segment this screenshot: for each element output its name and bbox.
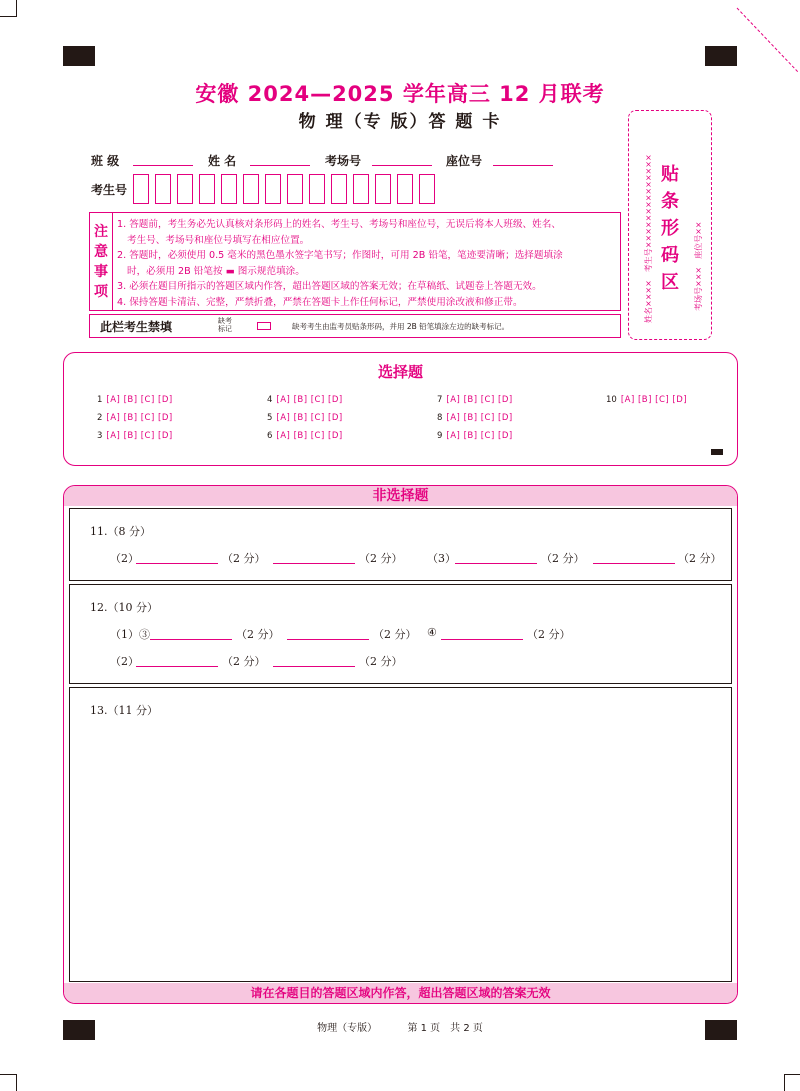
absent-mark-label: 缺考标记 bbox=[218, 317, 232, 333]
q11-blank-3[interactable] bbox=[455, 563, 537, 564]
multiple-choice-title: 选择题 bbox=[377, 363, 423, 381]
id-digit-box[interactable] bbox=[309, 174, 325, 204]
id-digit-box[interactable] bbox=[265, 174, 281, 204]
sticker-sample-room-seat: 考场号××× 座位号×× bbox=[694, 221, 703, 311]
notice-line: 时，必须用 2B 铅笔按 ▬ 图示规范填涂。 bbox=[127, 265, 305, 277]
id-digit-box[interactable] bbox=[199, 174, 215, 204]
id-digit-box[interactable] bbox=[419, 174, 435, 204]
id-digit-box[interactable] bbox=[331, 174, 347, 204]
fold-line bbox=[735, 0, 800, 75]
notice-heading: 注 意 事 项 bbox=[90, 213, 113, 310]
notice-line: 3. 必须在题目所指示的答题区域内作答，超出答题区域的答案无效；在草稿纸、试题卷上答题无效。 bbox=[117, 281, 542, 292]
q11-part-3-label: （3） bbox=[427, 552, 456, 565]
non-choice-panel bbox=[63, 485, 738, 1004]
choice-item-7[interactable]: 7 [A] [B] [C] [D] bbox=[437, 395, 513, 405]
id-digit-box[interactable] bbox=[353, 174, 369, 204]
choice-item-10[interactable]: 10 [A] [B] [C] [D] bbox=[606, 395, 688, 405]
non-choice-title: 非选择题 bbox=[64, 486, 737, 506]
choice-item-9[interactable]: 9 [A] [B] [C] [D] bbox=[437, 431, 513, 441]
registration-mark-top-left bbox=[63, 46, 95, 66]
absent-mark-box[interactable] bbox=[257, 322, 271, 330]
q11-score-3: （2 分） bbox=[541, 552, 585, 565]
choice-item-2[interactable]: 2 [A] [B] [C] [D] bbox=[97, 413, 173, 423]
q12-blank-5[interactable] bbox=[273, 666, 355, 667]
id-digit-box[interactable] bbox=[221, 174, 237, 204]
q12-score-3: （2 分） bbox=[527, 628, 571, 641]
q12-score-2: （2 分） bbox=[373, 628, 417, 641]
seat-field[interactable] bbox=[493, 165, 553, 166]
room-label: 考场号 bbox=[325, 154, 362, 168]
examiner-only-row bbox=[89, 314, 621, 338]
question-13-heading: 13.（11 分） bbox=[90, 704, 158, 717]
notice-text bbox=[117, 217, 617, 310]
name-label: 姓 名 bbox=[208, 154, 237, 168]
absent-mark-note: 缺考考生由监考员贴条形码，并用 2B 铅笔填涂左边的缺考标记。 bbox=[292, 322, 510, 331]
room-field[interactable] bbox=[372, 165, 432, 166]
q11-blank-1[interactable] bbox=[136, 563, 218, 564]
q12-score-5: （2 分） bbox=[359, 655, 403, 668]
q12-blank-4[interactable] bbox=[136, 666, 218, 667]
timing-mark bbox=[711, 449, 723, 455]
registration-mark-top-right bbox=[705, 46, 737, 66]
name-field[interactable] bbox=[250, 165, 310, 166]
question-11-heading: 11.（8 分） bbox=[90, 525, 151, 538]
examiner-only-label: 此栏考生禁填 bbox=[100, 320, 173, 334]
q12-blank-2[interactable] bbox=[287, 639, 369, 640]
crop-mark-top-left bbox=[0, 0, 17, 17]
q11-score-4: （2 分） bbox=[678, 552, 722, 565]
footer-page-number: 第 1 页 共 2 页 bbox=[407, 1023, 483, 1034]
exam-title: 安徽 2024—2025 学年高三 12 月联考 bbox=[195, 82, 605, 106]
question-13-area[interactable] bbox=[69, 687, 732, 982]
id-digit-box[interactable] bbox=[155, 174, 171, 204]
question-12-area[interactable] bbox=[69, 584, 732, 684]
id-digit-box[interactable] bbox=[397, 174, 413, 204]
class-field[interactable] bbox=[133, 165, 193, 166]
choice-item-6[interactable]: 6 [A] [B] [C] [D] bbox=[267, 431, 343, 441]
notice-line: 4. 保持答题卡清洁、完整，严禁折叠，严禁在答题卡上作任何标记，严禁使用涂改液和修正带。 bbox=[117, 296, 523, 308]
q11-blank-4[interactable] bbox=[593, 563, 675, 564]
q12-blank-1[interactable] bbox=[150, 639, 232, 640]
q12-part-4-label: ④ bbox=[427, 626, 437, 639]
q12-score-4: （2 分） bbox=[222, 655, 266, 668]
student-id-label: 考生号 bbox=[91, 183, 128, 197]
choice-item-8[interactable]: 8 [A] [B] [C] [D] bbox=[437, 413, 513, 423]
answer-sheet-subtitle: 物 理（专 版）答 题 卡 bbox=[298, 112, 502, 132]
choice-item-4[interactable]: 4 [A] [B] [C] [D] bbox=[267, 395, 343, 405]
choice-item-5[interactable]: 5 [A] [B] [C] [D] bbox=[267, 413, 343, 423]
q11-score-1: （2 分） bbox=[222, 552, 266, 565]
multiple-choice-panel bbox=[63, 352, 738, 466]
id-digit-box[interactable] bbox=[287, 174, 303, 204]
crop-mark-bottom-left bbox=[0, 1074, 17, 1091]
crop-mark-bottom-right bbox=[784, 1074, 800, 1091]
id-digit-box[interactable] bbox=[375, 174, 391, 204]
id-digit-box[interactable] bbox=[177, 174, 193, 204]
sticker-sample-name-id: 姓名×××× 考生号×××××××××××××× bbox=[644, 154, 653, 323]
notice-line: 2. 答题时，必须使用 0.5 毫米的黑色墨水签字笔书写；作图时，可用 2B 铅笔，笔迹要清晰；选择题填涂 bbox=[117, 250, 563, 261]
q11-score-2: （2 分） bbox=[359, 552, 403, 565]
answer-area-warning: 请在各题目的答题区域内作答，超出答题区域的答案无效 bbox=[64, 983, 737, 1003]
seat-label: 座位号 bbox=[446, 154, 483, 168]
class-label: 班 级 bbox=[91, 154, 120, 168]
footer-subject: 物理（专版） bbox=[317, 1023, 378, 1034]
question-12-heading: 12.（10 分） bbox=[90, 601, 158, 614]
choice-item-1[interactable]: 1 [A] [B] [C] [D] bbox=[97, 395, 173, 405]
page-footer bbox=[0, 1019, 800, 1034]
q12-part-1-label: （1）③ bbox=[110, 628, 150, 641]
notice-line: 1. 答题前，考生务必先认真核对条形码上的姓名、考生号、考场号和座位号，无误后将本人班级、姓名、 bbox=[117, 219, 561, 230]
sticker-title: 贴条形码区 bbox=[661, 164, 679, 293]
q11-part-2-label: （2） bbox=[110, 552, 139, 565]
id-digit-box[interactable] bbox=[243, 174, 259, 204]
q12-blank-3[interactable] bbox=[441, 639, 523, 640]
id-digit-box[interactable] bbox=[133, 174, 149, 204]
notice-box bbox=[89, 212, 621, 311]
question-11-area[interactable] bbox=[69, 508, 732, 581]
barcode-sticker-area bbox=[628, 110, 712, 340]
q11-blank-2[interactable] bbox=[273, 563, 355, 564]
choice-item-3[interactable]: 3 [A] [B] [C] [D] bbox=[97, 431, 173, 441]
q12-score-1: （2 分） bbox=[236, 628, 280, 641]
notice-line: 考生号、考场号和座位号填写在相应位置。 bbox=[127, 234, 310, 246]
q12-part-2-label: （2） bbox=[110, 655, 139, 668]
